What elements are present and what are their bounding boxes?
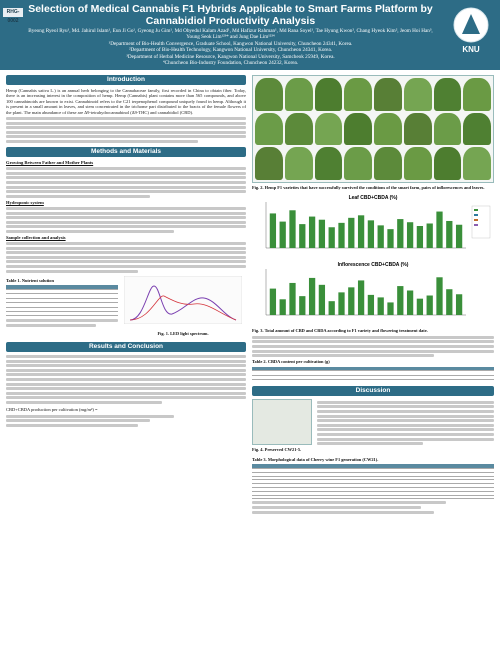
leaf-bar-16 — [417, 226, 423, 248]
author-block — [28, 28, 433, 66]
intro-continued-text — [6, 117, 246, 143]
leaf-bar-5 — [309, 217, 315, 248]
authors: Byeong Ryeol Ryu¹, Md. Jahirul Islam¹, Eun Ji Go¹, Gyeong Ju Gim¹, Md Obyedul Kalam Azad¹, Md Hafizur Rahman¹, Md Rana Soyel¹, Tae Hyung Kwon², Chang Hyeok Kim², Jeom Hoi Han³, Young Seok Lim¹²³* and Jung Dae Lim¹²³⁴ — [28, 28, 433, 41]
inflorescence-bar-8 — [338, 293, 344, 316]
inflorescence-bar-9 — [348, 288, 354, 316]
section-header-introduction: Introduction — [6, 75, 246, 85]
production-formula — [6, 407, 246, 413]
inflorescence-bar-4 — [299, 297, 305, 316]
table3-caption: Table 3. Morphological data of Cherry wine F1 generation (CW21). — [252, 456, 379, 462]
leaf-bar-20 — [456, 225, 462, 248]
inflorescence-bar-5 — [309, 278, 315, 315]
leaf-bar-4 — [299, 225, 305, 249]
inflorescence-bar-1 — [270, 289, 276, 315]
section-header-discussion: Discussion — [252, 386, 494, 396]
table1-caption: Table 1. Nutrient solution — [6, 277, 54, 283]
inflorescence-bar-17 — [427, 296, 433, 315]
section-header-methods: Methods and Materials — [6, 147, 246, 157]
methods-subheading-hydroponic: Hydroponic system — [6, 199, 44, 205]
leaf-cbd-chart — [252, 192, 494, 254]
inflorescence-bar-16 — [417, 299, 423, 315]
inflorescence-bar-13 — [387, 303, 393, 316]
led-spectrum-block — [124, 276, 242, 338]
leaf-bar-17 — [427, 224, 433, 249]
leaf-bar-15 — [407, 223, 413, 249]
poster-title: Selection of Medical Cannabis F1 Hybrids Applicable to Smart Farms Platform by Cannabidiol Productivity Analysis — [28, 3, 433, 27]
methods-hydroponic-text — [6, 207, 246, 233]
nutrient-table — [6, 285, 118, 316]
leaf-bar-19 — [446, 221, 452, 248]
inflorescence-bar-7 — [329, 302, 335, 316]
discussion-row — [252, 399, 494, 454]
leaf-bar-12 — [378, 226, 384, 249]
leaf-bar-8 — [338, 223, 344, 248]
inflorescence-chart-title: Inflorescence CBD+CBDA (%) — [337, 262, 409, 269]
inflorescence-bar-14 — [397, 286, 403, 315]
fig4-caption: Fig. 4. Preserved CW21-5. — [252, 447, 302, 453]
inflorescence-bar-18 — [436, 278, 442, 316]
inflorescence-bar-10 — [358, 281, 364, 316]
fig3-caption: Fig. 3. Total amount of CBD and CBDA according to F1 variety and flowering treatment date. — [252, 328, 428, 334]
methods-sample-text — [6, 242, 246, 273]
led-spectrum-chart — [124, 276, 242, 324]
affiliation-1: ¹Department of Bio-Health Convergence, Graduate School, Kangwon National University, Chuncheon 24341, Korea. — [108, 40, 353, 47]
figure-discussion-text — [252, 336, 494, 357]
leaf-bar-7 — [329, 228, 335, 249]
plant-photo-grid — [252, 75, 494, 183]
inflorescence-bar-11 — [368, 295, 374, 315]
fig1-caption: Fig. 1. LED light spectrum. — [157, 330, 209, 336]
affiliation-2: ²Department of Bio-Health Technology, Kangwon National University, Chuncheon 24341, Korea. — [128, 47, 333, 54]
footnotes — [252, 501, 494, 513]
poster-header — [0, 0, 500, 70]
leaf-bar-9 — [348, 218, 354, 248]
intro-text: Hemp (Cannabis sativa L.) is an annual herb belonging to the Cannabaceae family, first recorded in China to obtain fiber. Today, there is an increasing interest in the composition of hemp. Hemp (Cannabis) plant contains more than 565 compounds, and above 100 cannabinoids are known to exist. Cannabinoid refers to the C21 terpenophenol compound uniquely found in hemp. Although it is present in a small amount in leaves, and stem concentrated in the trichome part distributed to the bracts of the female flowers of the plant. The main abundance of these are Δ9-tetrahydrocannabinol (Δ9-THC) and cannabidiol (CBD). — [6, 88, 246, 115]
poster-id-badge: RHG-0002 — [3, 8, 23, 17]
leaf-chart-legend — [472, 206, 490, 238]
preserved-plant-figure — [252, 399, 312, 454]
formula-notes — [6, 415, 246, 427]
right-column — [252, 75, 494, 515]
leaf-bar-14 — [397, 219, 403, 248]
section-header-results: Results and Conclusion — [6, 342, 246, 352]
methods-subheading-sample: Sample collection and analysis — [6, 234, 66, 240]
discussion-text — [317, 399, 494, 454]
methods-growing-text — [6, 167, 246, 198]
leaf-bar-6 — [319, 220, 325, 248]
affiliation-3: ³Department of Herbal Medicine Resource, Kangwon National University, Samcheok 25949, Korea. — [126, 53, 335, 60]
inflorescence-bar-3 — [289, 283, 295, 315]
inflorescence-bar-20 — [456, 295, 462, 316]
leaf-bar-2 — [280, 222, 286, 248]
leaf-chart-title: Leaf CBD+CBDA (%) — [348, 195, 398, 202]
fig2-caption: Fig. 2. Hemp F1 varieties that have successfully survived the conditions of the smart farm, pairs of inflorescences and leaves. — [252, 185, 485, 190]
leaf-bar-11 — [368, 221, 374, 249]
leaf-bar-3 — [289, 211, 295, 249]
cbda-content-table — [252, 367, 494, 381]
affiliation-4: ⁴Chuncheon Bio-Industry Foundation, Chuncheon 24232, Korea. — [162, 60, 299, 67]
morphology-table — [252, 464, 494, 499]
leaf-bar-10 — [358, 216, 364, 249]
left-column — [6, 75, 246, 428]
inflorescence-bar-6 — [319, 285, 325, 315]
methods-subheading-growing: Growing Between Father and Mother Plants — [6, 160, 94, 165]
methods-figure-row — [6, 276, 246, 338]
inflorescence-bar-2 — [280, 300, 286, 316]
leaf-bar-18 — [436, 212, 442, 248]
leaf-bar-1 — [270, 214, 276, 249]
results-text — [6, 355, 246, 404]
inflorescence-bar-15 — [407, 291, 413, 316]
nutrient-table-block — [6, 276, 118, 338]
logo-text: KNU — [462, 45, 480, 54]
leaf-bar-13 — [387, 230, 393, 249]
formula-label: CBD+CBDA production per cultivation (mg/m²) = — [6, 407, 98, 412]
inflorescence-bar-19 — [446, 290, 452, 316]
preserved-plant-photo — [252, 399, 312, 445]
university-logo — [452, 6, 490, 58]
inflorescence-bar-12 — [378, 298, 384, 316]
inflorescence-cbd-chart — [252, 259, 494, 321]
table2-caption: Table 2. CBDA content per cultivation (g) — [252, 359, 330, 365]
